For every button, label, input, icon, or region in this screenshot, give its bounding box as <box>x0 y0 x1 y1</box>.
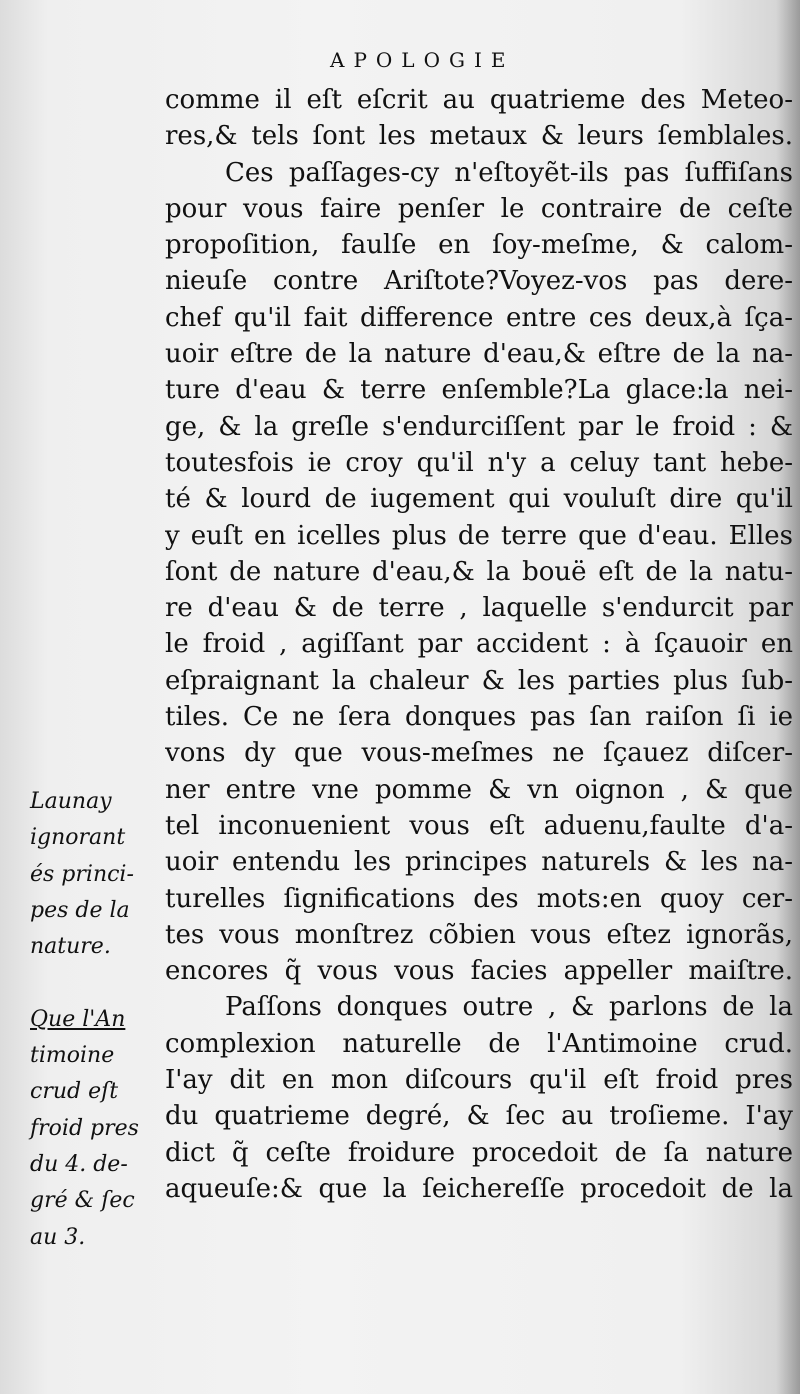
text-line: dict q̃ ceſte froidure procedoit de ſa nature <box>165 1137 793 1168</box>
text-line: comme il eſt eſcrit au quatrieme des Meteo- <box>165 85 793 115</box>
text-line: ſont de nature d'eau,& la bouë eſt de la natu- <box>165 556 793 587</box>
text-line: Paſſons donques outre , & parlons de la <box>225 992 793 1023</box>
margin-note-line <box>30 965 166 1001</box>
text-line: toutesfois ie croy qu'il n'y a celuy tant hebe- <box>165 447 793 478</box>
text-line: ture d'eau & terre enſemble?La glace:la nei- <box>165 375 793 406</box>
margin-note-line: gré & ſec <box>30 1188 135 1214</box>
margin-note-line: nature. <box>30 934 111 960</box>
text-line: uoir eſtre de la nature d'eau,& eſtre de la na- <box>165 339 793 370</box>
margin-note-line: Launay <box>30 789 112 814</box>
text-line: turelles ſignifications des mots:en quoy cer- <box>165 883 793 914</box>
text-line: tes vous monſtrez cõbien vous eſtez ignorãs, <box>165 919 793 950</box>
text-line: aqueuſe:& que la ſeichereſſe procedoit de la <box>165 1173 793 1204</box>
margin-note-line: crud eſt <box>30 1079 119 1105</box>
text-line: té & lourd de iugement qui vouluſt dire qu'il <box>165 484 793 515</box>
text-line: chef qu'il fait difference entre ces deux,à ſça- <box>165 302 793 333</box>
text-line: tel inconuenient vous eſt aduenu,faulte d'a- <box>165 810 793 841</box>
margin-note-line: du 4. de- <box>30 1151 128 1177</box>
text-line: I'ay dit en mon diſcours qu'il eſt froid pres <box>165 1065 793 1096</box>
margin-note-line: és princi- <box>30 861 134 887</box>
running-head: APOLOGIE <box>330 48 515 72</box>
text-line: complexion naturelle de l'Antimoine crud. <box>165 1028 793 1059</box>
margin-note-line: pes de la <box>30 897 130 923</box>
margin-note-line: Que l'An <box>30 1006 126 1032</box>
text-line: tiles. Ce ne ſera donques pas ſan raiſon ſi ie <box>165 702 793 733</box>
margin-note-line: ignorant <box>30 825 126 851</box>
margin-note-line: froid pres <box>30 1115 139 1141</box>
text-line: Ces paſſages-cy n'eſtoyẽt-ils pas ſuffiſans <box>225 157 793 188</box>
text-line: pour vous faire penſer le contraire de ceſte <box>165 193 793 224</box>
body-text <box>165 82 793 1207</box>
text-line: eſpraignant la chaleur & les parties plus ſub- <box>165 665 793 696</box>
text-line: ner entre vne pomme & vn oignon , & que <box>165 774 793 805</box>
margin-note-line: timoine <box>30 1043 115 1069</box>
text-line: vons dy que vous-meſmes ne ſçauez diſcer- <box>165 738 793 769</box>
text-line: ge, & la greſle s'endurciſſent par le froid : & <box>165 411 793 442</box>
text-line: re d'eau & de terre , laquelle s'endurcit par <box>165 593 793 624</box>
text-line: y euſt en icelles plus de terre que d'eau. Elles <box>165 520 793 551</box>
text-line: uoir entendu les principes naturels & les na- <box>165 847 793 878</box>
text-line: propoſition, faulſe en ſoy-meſme, & calom- <box>165 230 793 261</box>
margin-notes <box>30 784 166 1256</box>
text-line: nieuſe contre Ariſtote?Voyez-vos pas dere- <box>165 266 793 297</box>
text-line: res,& tels ſont les metaux & leurs ſemblales. <box>165 121 793 152</box>
text-line: encores q̃ vous vous facies appeller maiſtre. <box>165 956 793 987</box>
text-line: le froid , agiſſant par accident : à ſçauoir en <box>165 629 793 660</box>
margin-note-line: au 3. <box>30 1224 86 1250</box>
text-line: du quatrieme degré, & ſec au troſieme. I'ay <box>165 1101 793 1132</box>
